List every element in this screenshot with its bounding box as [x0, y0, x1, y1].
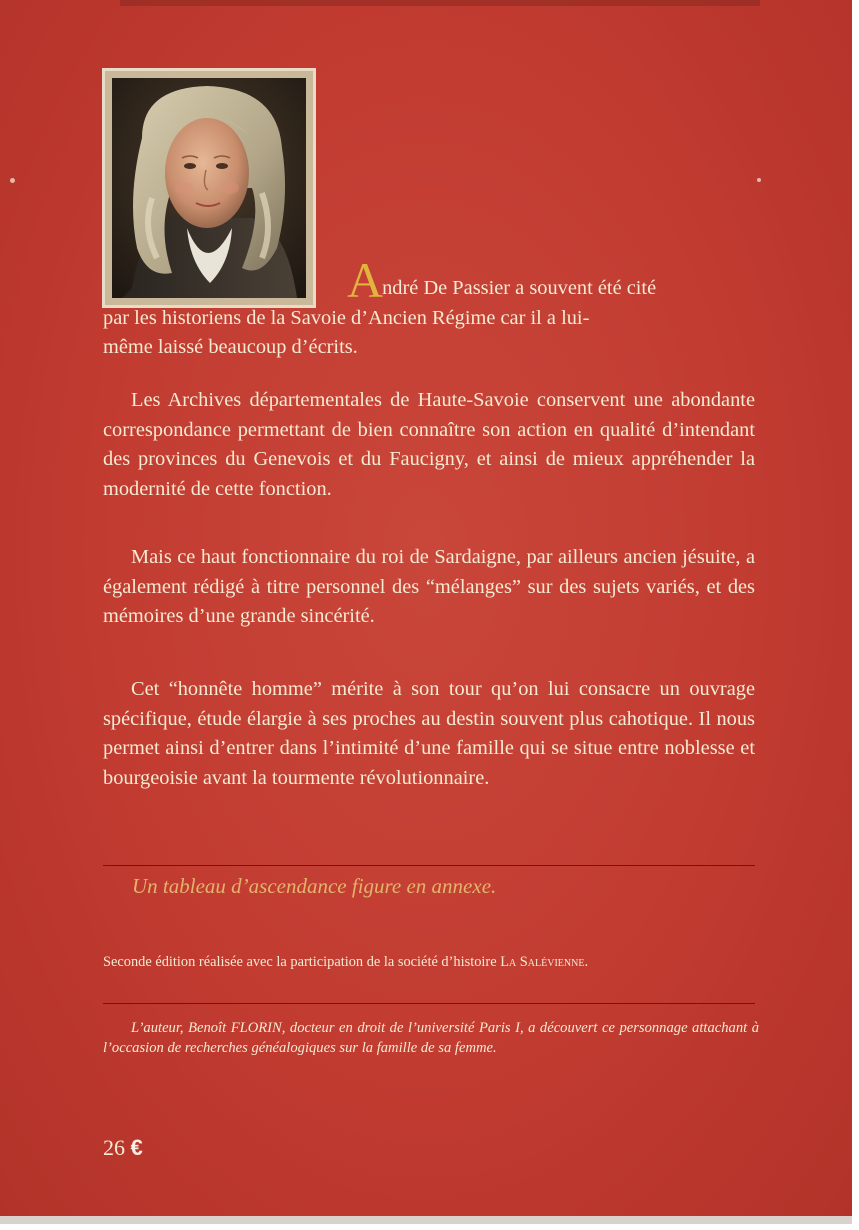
paragraph-archives: Les Archives départementales de Haute-Savoie conservent une abondante correspondance permettant de bien connaître son action en qualité d’intendant des provinces du Genevois et du Faucigny, et ainsi de mieux appréhender la modernité de cette fonction.	[103, 389, 755, 500]
euro-icon: €	[130, 1135, 143, 1160]
price-amount: 26	[103, 1135, 125, 1160]
portrait-image	[112, 78, 306, 298]
author-note: L’auteur, Benoît FLORIN, docteur en droit de l’université Paris I, a découvert ce personnage attachant à l’occasion de recherches généalogiques sur la famille de sa femme.	[103, 1020, 759, 1056]
society-name: La Salévienne.	[500, 954, 589, 970]
paper-speck	[10, 178, 15, 183]
drop-cap: A	[347, 252, 383, 308]
intro-line-3: même laissé beaucoup d’écrits.	[103, 336, 358, 358]
edition-text: Seconde édition réalisée avec la participation de la société d’histoire	[103, 954, 501, 970]
divider-top	[103, 865, 755, 866]
intro-line-1: ndré De Passier a souvent été cité	[382, 277, 657, 299]
paragraph-intro-first-line	[103, 252, 755, 308]
top-edge-strip	[120, 0, 760, 6]
divider-bottom	[103, 1003, 755, 1004]
paragraph-jesuit: Mais ce haut fonctionnaire du roi de Sardaigne, par ailleurs ancien jésuite, a également rédigé à titre personnel des “mélanges” sur des sujets variés, et des mémoires d’une grande sincérité.	[103, 546, 755, 627]
edition-note	[103, 952, 763, 972]
paper-speck	[757, 178, 761, 182]
paragraph-honnete-homme: Cet “honnête homme” mérite à son tour qu’on lui consacre un ouvrage spécifique, étude élargie à ses proches au destin souvent plus cahotique. Il nous permet ainsi d’entrer dans l’intimité d’une famille qui se situe entre noblesse et bourgeoisie avant la tourmente révolutionnaire.	[103, 678, 755, 789]
paragraph-intro	[103, 252, 755, 363]
intro-line-2: par les historiens de la Savoie d’Ancien Régime car il a lui-	[103, 306, 590, 329]
price	[103, 1133, 143, 1163]
bottom-edge	[0, 1216, 852, 1224]
annex-note: Un tableau d’ascendance figure en annexe.	[132, 874, 497, 898]
